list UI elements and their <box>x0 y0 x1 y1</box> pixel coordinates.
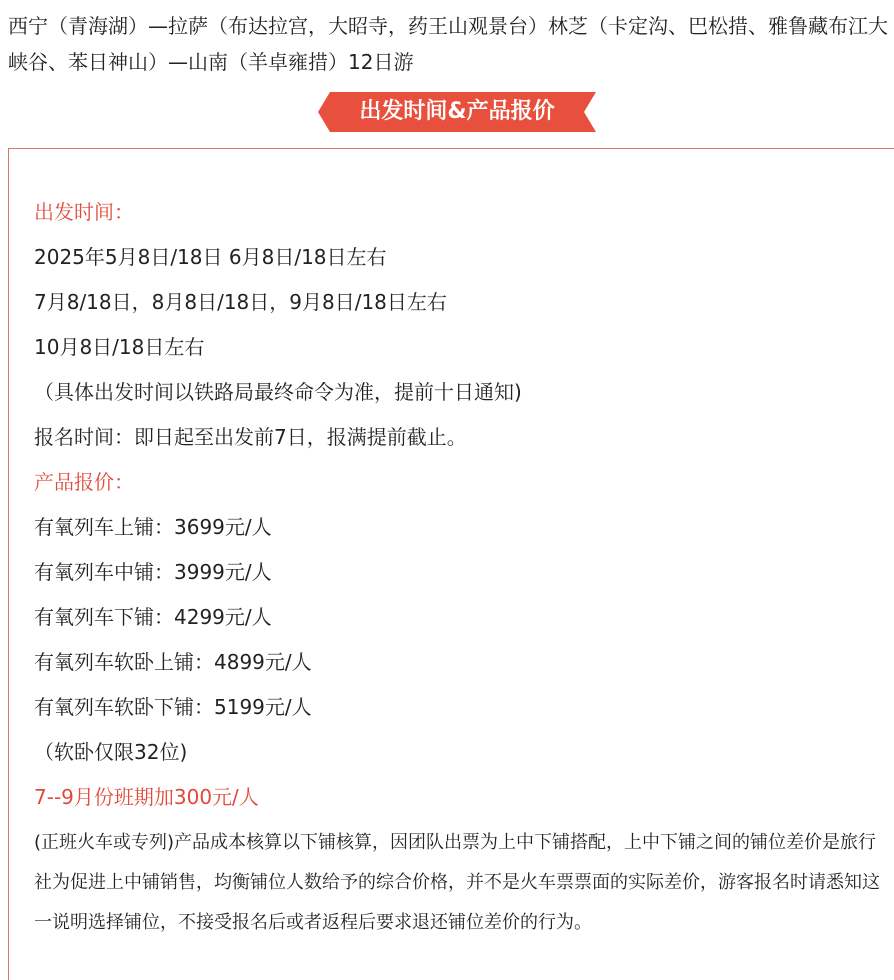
section-banner <box>318 92 596 132</box>
price-line: 有氧列车下铺：4299元/人 <box>34 605 272 629</box>
soft-sleeper-limit: （软卧仅限32位) <box>34 740 188 764</box>
departure-line: 2025年5月8日/18日 6月8日/18日左右 <box>34 245 387 269</box>
surcharge-note: 7--9月份班期加300元/人 <box>34 785 259 809</box>
banner-title: 出发时间&产品报价 <box>359 99 555 124</box>
page-title: 西宁（青海湖）—拉萨（布达拉宫，大昭寺，药王山观景台）林芝（卡定沟、巴松措、雅鲁藏布江大峡谷、苯日神山）—山南（羊卓雍措）12日游 <box>8 14 888 74</box>
content-area <box>34 190 884 943</box>
departure-line: 7月8/18日，8月8日/18日，9月8日/18日左右 <box>34 290 447 314</box>
price-line: 有氧列车软卧下铺：5199元/人 <box>34 695 312 719</box>
pricing-explanation: (正班火车或专列)产品成本核算以下铺核算，因团队出票为上中下铺搭配，上中下铺之间的铺位差价是旅行社为促进上中铺销售，均衡铺位人数给予的综合价格，并不是火车票票面的实际差价，游客报名时请悉知这一说明选择铺位，不接受报名后或者返程后要求退还铺位差价的行为。 <box>34 832 880 933</box>
departure-heading: 出发时间： <box>34 200 134 224</box>
pricing-heading: 产品报价： <box>34 470 134 494</box>
departure-note: （具体出发时间以铁路局最终命令为准，提前十日通知) <box>34 380 522 404</box>
price-line: 有氧列车上铺：3699元/人 <box>34 515 272 539</box>
registration-deadline: 报名时间：即日起至出发前7日，报满提前截止。 <box>34 425 467 449</box>
departure-line: 10月8日/18日左右 <box>34 335 205 359</box>
price-line: 有氧列车中铺：3999元/人 <box>34 560 272 584</box>
price-line: 有氧列车软卧上铺：4899元/人 <box>34 650 312 674</box>
